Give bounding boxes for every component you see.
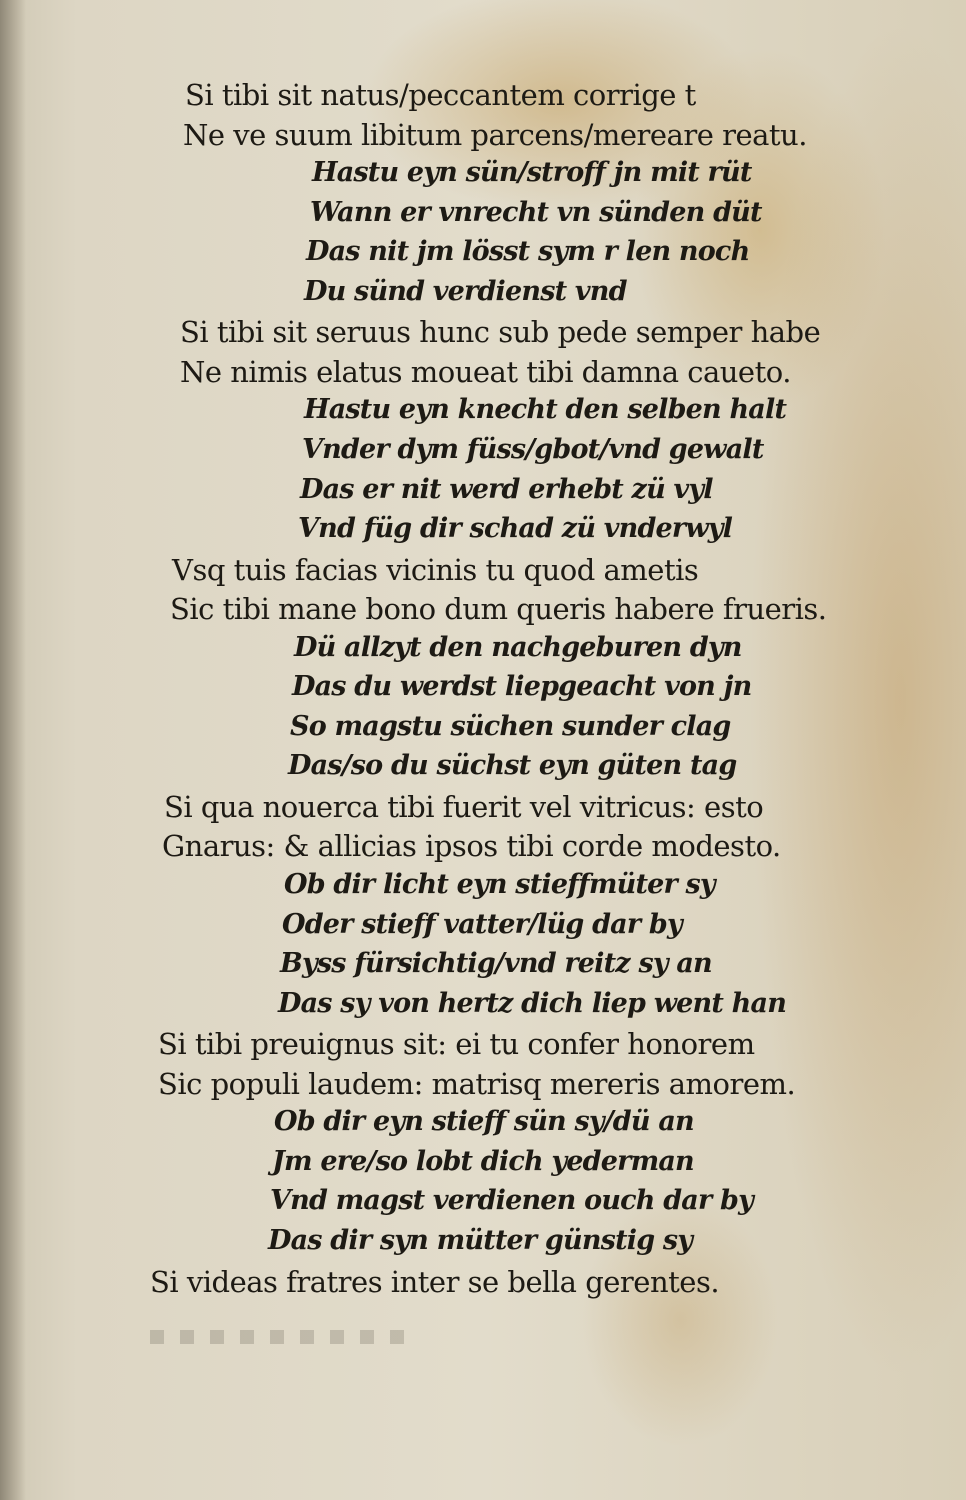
latin-verse-line: Ne ve suum libitum parcens/mereare reatu. [183, 118, 807, 152]
german-verse-line: Das dir syn mütter günstig sy [268, 1225, 693, 1256]
latin-verse-line: Sic tibi mane bono dum queris habere frueris. [170, 592, 827, 626]
book-gutter [0, 0, 26, 1500]
latin-verse-line: Si videas fratres inter se bella gerentes. [150, 1265, 720, 1299]
german-verse-line: Das du werdst liepgeacht von jn [292, 671, 752, 702]
german-verse-line: Das er nit werd erhebt zü vyl [300, 474, 713, 505]
german-verse-line: So magstu süchen sunder clag [290, 711, 731, 742]
german-verse-line: Ob dir eyn stieff sün sy/dü an [274, 1106, 694, 1137]
latin-verse-line: Si qua nouerca tibi fuerit vel vitricus: esto [164, 790, 764, 824]
latin-verse-line: Gnarus: & allicias ipsos tibi corde modesto. [162, 829, 781, 863]
german-verse-line: Vnd magst verdienen ouch dar by [270, 1185, 753, 1216]
german-verse-line: Du sünd verdienst vnd [304, 276, 627, 307]
latin-verse-line: Si tibi sit natus/peccantem corrige t [185, 78, 696, 112]
latin-verse-line: Sic populi laudem: matrisq mereris amorem. [158, 1067, 796, 1101]
latin-verse-line: Si tibi preuignus sit: ei tu confer honorem [158, 1027, 755, 1061]
german-verse-line: Wann er vnrecht vn sünden düt [310, 197, 762, 228]
german-verse-line: Dü allzyt den nachgeburen dyn [294, 632, 742, 663]
german-verse-line: Das nit jm lösst sym r len noch [306, 236, 750, 267]
german-verse-line: Das sy von hertz dich liep went han [278, 988, 787, 1019]
german-verse-line: Hastu eyn knecht den selben halt [304, 394, 787, 425]
bleed-through-marks [150, 1330, 410, 1344]
german-verse-line: Vnd füg dir schad zü vnderwyl [298, 513, 733, 544]
latin-verse-line: Ne nimis elatus moueat tibi damna caueto. [180, 355, 791, 389]
german-verse-line: Hastu eyn sün/stroff jn mit rüt [312, 157, 752, 188]
german-verse-line: Oder stieff vatter/lüg dar by [282, 909, 682, 940]
german-verse-line: Ob dir licht eyn stieffmüter sy [284, 869, 715, 900]
latin-verse-line: Si tibi sit seruus hunc sub pede semper habe [180, 315, 821, 349]
german-verse-line: Das/so du süchst eyn güten tag [288, 750, 737, 781]
latin-verse-line: Vsq tuis facias vicinis tu quod ametis [172, 553, 699, 587]
german-verse-line: Jm ere/so lobt dich yederman [272, 1146, 694, 1177]
german-verse-line: Byss fürsichtig/vnd reitz sy an [280, 948, 712, 979]
german-verse-line: Vnder dym füss/gbot/vnd gewalt [302, 434, 764, 465]
